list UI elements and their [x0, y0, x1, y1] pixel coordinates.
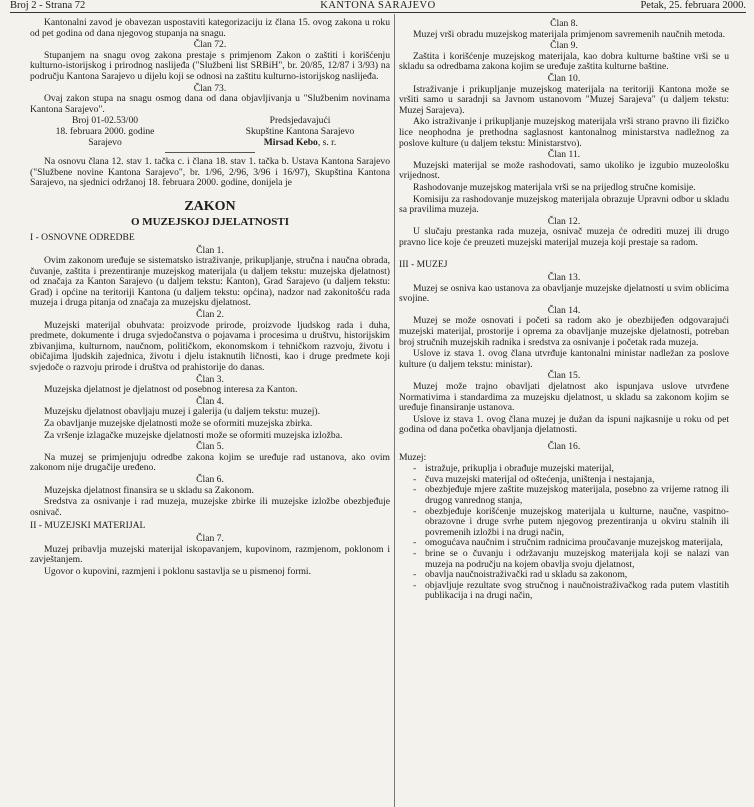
paragraph: Uslove iz stava 1. ovog člana utvrđuje kantonalni ministar nadležan za poslove kulture (u daljem tekstu: ministar).	[399, 348, 729, 370]
paragraph: Muzej pribavlja muzejski materijal iskopavanjem, kupovinom, razmjenom, poklonom i zavještanjem.	[30, 543, 390, 566]
article-heading: Član 14.	[547, 304, 581, 316]
paragraph: Rashodovanje muzejskog materijala vrši se na prijedlog stručne komisije.	[413, 181, 696, 193]
paragraph: Zaštita i korišćenje muzejskog materijala, kao dobra kulturne baštine vrši se u skladu sa odredbama zakona kojim se uređuje zaštita kulturne baštine.	[399, 50, 729, 73]
article-heading: Član 8.	[550, 18, 578, 29]
paragraph: Muzejska djelatnost je djelatnost od posebnog interesa za Kanton.	[44, 384, 298, 396]
paragraph: Muzejsku djelatnost obavljaju muzej i galerija (u daljem tekstu: muzej).	[44, 406, 321, 418]
signatory-role: Predsjedavajući	[269, 115, 331, 127]
signature-right	[210, 116, 390, 148]
paragraph: Muzejski materijal se može rashodovati, samo ukoliko je izgubio muzeološku vrijednost.	[399, 159, 729, 182]
preamble: Na osnovu člana 12. stav 1. tačka c. i člana 18. stav 1. tačka b. Ustava Kantona Sarajevo ("Službene novine Kantona Sarajevo", br. 1/96, 2/96, 3/96 i 16/97), Skupština Kantona Sarajevo, na sjednici održanoj 18. februara 2000. godine, donijela je	[30, 156, 390, 189]
spacer	[399, 249, 729, 257]
article-heading: Član 4.	[196, 395, 224, 407]
article-heading: Član 12.	[547, 215, 581, 227]
paragraph: Muzejski materijal obuhvata: proizvode prirode, proizvode ljudskog rada i duha, predmete, dokumente i druga svjedočanstva o pojavama i procesima u društvu, historijskim zbivanjima, kulturnom, naučnom, političkom, ekonomskom i tehničkom razvoju, životu i običajima ljudskih zajednica, životu i djelu istaknutih ličnosti, kao i druge predmete koji svjedoče o razvoju prirode i društva od prahistorije do danas.	[30, 319, 390, 374]
list-item: - objavljuje rezultate svog stručnog i naučnoistraživačkog rada putem vlastitih publikacija i na drugi način,	[413, 581, 729, 602]
paragraph: Muzejska djelatnost finansira se u skladu sa Zakonom.	[44, 484, 254, 496]
right-column	[399, 18, 729, 807]
signatory-name: Mirsad Kebo	[263, 136, 318, 148]
section-heading: III - MUZEJ	[399, 259, 448, 271]
law-subtitle: O MUZEJSKOJ DJELATNOSTI	[130, 215, 290, 228]
list-item: - obavlja naučnoistraživački rad u skladu sa zakonom,	[413, 570, 729, 581]
paragraph: Ugovor o kupovini, razmjeni i poklonu sastavlja se u pismenoj formi.	[44, 565, 311, 577]
signatory-body: Skupštine Kantona Sarajevo	[245, 125, 355, 137]
law-title: ZAKON	[184, 198, 236, 214]
separator-rule	[165, 152, 255, 153]
signature-place: Sarajevo	[88, 136, 122, 148]
article-heading: Član 10.	[547, 72, 581, 84]
gazette-title: KANTONA SARAJEVO	[320, 0, 436, 11]
signature-date: 18. februara 2000. godine	[55, 125, 155, 137]
article-heading: Član 15.	[547, 370, 581, 382]
paragraph: Uslove iz stava 1. ovog člana muzej je dužan da ispuni najkasnije u roku od pet godina od dana početka obavljanja djelatnosti.	[399, 413, 729, 436]
list-item: - brine se o čuvanju i održavanju muzejskog materijala koji se nalazi van muzeja na području na kojem obavlja svoju djelatnost,	[413, 549, 729, 570]
list-item: - čuva muzejski materijal od oštećenja, uništenja i nestajanja,	[413, 475, 729, 486]
signatory-name-line	[210, 138, 390, 149]
paragraph: U slučaju prestanka rada muzeja, osnivač muzeja će odrediti muzej ili drugo pravno lice koje će preuzeti muzejski materijal muzeja koji prestaje sa radom.	[399, 226, 729, 248]
article-heading: Član 72.	[193, 39, 227, 51]
article-heading: Član 1.	[196, 244, 224, 256]
page-header	[10, 0, 746, 13]
column-divider	[394, 14, 395, 807]
paragraph: Muzej može trajno obavljati djelatnost ako ispunjava uslove utvrđene Normativima i standardima za muzejsku djelatnost, u skladu sa zakonom kojim se uređuje finansiranje ustanova.	[399, 381, 729, 414]
paragraph: Ovaj zakon stupa na snagu osmog dana od dana objavljivanja u "Službenim novinama Kantona Sarajevo".	[30, 93, 390, 115]
article-heading: Član 2.	[196, 309, 224, 321]
list-item: - istražuje, prikuplja i obrađuje muzejski materijal,	[413, 464, 729, 475]
document-number: Broj 01-02.53/00	[71, 115, 139, 127]
paragraph: Muzej vrši obradu muzejskog materijala primjenom savremenih naučnih metoda.	[413, 28, 725, 40]
paragraph: Stupanjem na snagu ovog zakona prestaje s primjenom Zakon o zaštiti i korišćenju kulturno-istorijskog i prirodnog naslijeđa ("Službeni list SRBiH", br. 20/85, 12/87 i 3/93) na području Kantona Sarajevo u dijelu koji se odnosi na zaštitu kulturno-istorijskog naslijeđa.	[30, 49, 390, 82]
article-heading: Član 6.	[196, 473, 224, 485]
article-heading: Član 73.	[193, 82, 227, 94]
issue-page-number: Broj 2 - Strana 72	[10, 0, 86, 11]
article-heading: Član 5.	[196, 441, 224, 453]
section-heading: II - MUZEJSKI MATERIJAL	[30, 520, 146, 532]
paragraph: Muzej:	[399, 451, 427, 463]
article-heading: Član 7.	[196, 532, 224, 544]
paragraph: Kantonalni zavod je obavezan uspostaviti kategorizaciju iz člana 15. ovog zakona u roku od pet godina od dana njegovog stupanja na snagu.	[30, 18, 390, 39]
paragraph: Muzej se osniva kao ustanova za obavljanje muzejske djelatnosti u svim oblicima svojine.	[399, 282, 729, 305]
section-heading: I - OSNOVNE ODREDBE	[30, 231, 135, 243]
paragraph: Na muzej se primjenjuju odredbe zakona kojim se uređuje rad ustanova, ako ovim zakonom nije drugačije uređeno.	[30, 451, 390, 474]
article-heading: Član 9.	[550, 40, 578, 52]
paragraph: Ovim zakonom uređuje se sistematsko istraživanje, prikupljanje, stručna i naučna obrada, čuvanje, zaštita i prezentiranje muzejskog materijala (u daljem tekstu: muzejska djelatnost) od značaja za Kanton Sarajevo (u daljem tekstu: Kanton), Grad Sarajevo (u daljem tekstu: Grad) i općine na teritoriji Kantona (u daljem tekstu: općina), nadzor nad zakonitošću rada muzeja i druga pitanja od značaja za muzejsku djelatnost.	[30, 255, 390, 309]
paragraph: Komisiju za rashodovanje muzejskog materijala obrazuje Upravni odbor u skladu sa pravilima muzeja.	[399, 193, 729, 216]
article-heading: Član 3.	[196, 373, 224, 385]
list-item: - omogućava naučnim i stručnim radnicima proučavanje muzejskog materijala,	[413, 538, 729, 549]
signature-block	[30, 116, 390, 148]
paragraph: Za vršenje izlagačke muzejske djelatnosti može se oformiti muzejska izložba.	[44, 429, 343, 441]
duties-list	[399, 464, 729, 602]
paragraph: Istraživanje i prikupljanje muzejskog materijala na teritoriji Kantona može se vršiti samo u saradnji sa Javnom ustanovom "Muzej Sarajeva" (u daljem tekstu: Muzej Sarajeva).	[399, 83, 729, 116]
paragraph: Sredstva za osnivanje i rad muzeja, muzejske zbirke ili muzejske izložbe obezbjeđuje osnivač.	[30, 496, 390, 518]
signatory-suffix: , s. r.	[317, 136, 337, 148]
issue-date: Petak, 25. februara 2000.	[640, 0, 746, 11]
list-item: - obezbjeđuje mjere zaštite muzejskog materijala, posebno za vrijeme ratnog ili drugog vanrednog stanja,	[413, 485, 729, 506]
paragraph: Ako istraživanje i prikupljanje muzejskog materijala vrši strano pravno ili fizičko lice neophodna je prethodna saglasnost kantonalnog ministarstva nadležnog za poslove kulture (u daljem tekstu: Ministarstvo).	[399, 116, 729, 149]
paragraph: Muzej se može osnovati i početi sa radom ako je obezbijeđen odgovarajući muzejski materijal, prostorije i oprema za obavljanje muzejske djelatnosti, potreban broj stručnih muzejskih radnika i sredstva za osnivanje i početak rada muzeja.	[399, 315, 729, 348]
signature-left	[30, 116, 180, 148]
paragraph: Za obavljanje muzejske djelatnosti može se oformiti muzejska zbirka.	[44, 418, 313, 429]
article-heading: Član 11.	[547, 149, 581, 161]
article-heading: Član 13.	[547, 272, 581, 284]
list-item: - obezbjeđuje korišćenje muzejskog materijala u kulturne, naučne, vaspitno-obrazovne i druge svrhe putem njegovog prezentiranja u okviru stalnih ili povremenih izložbi i na drugi način,	[413, 507, 729, 539]
article-heading: Član 16.	[547, 440, 581, 452]
left-column	[30, 18, 390, 807]
